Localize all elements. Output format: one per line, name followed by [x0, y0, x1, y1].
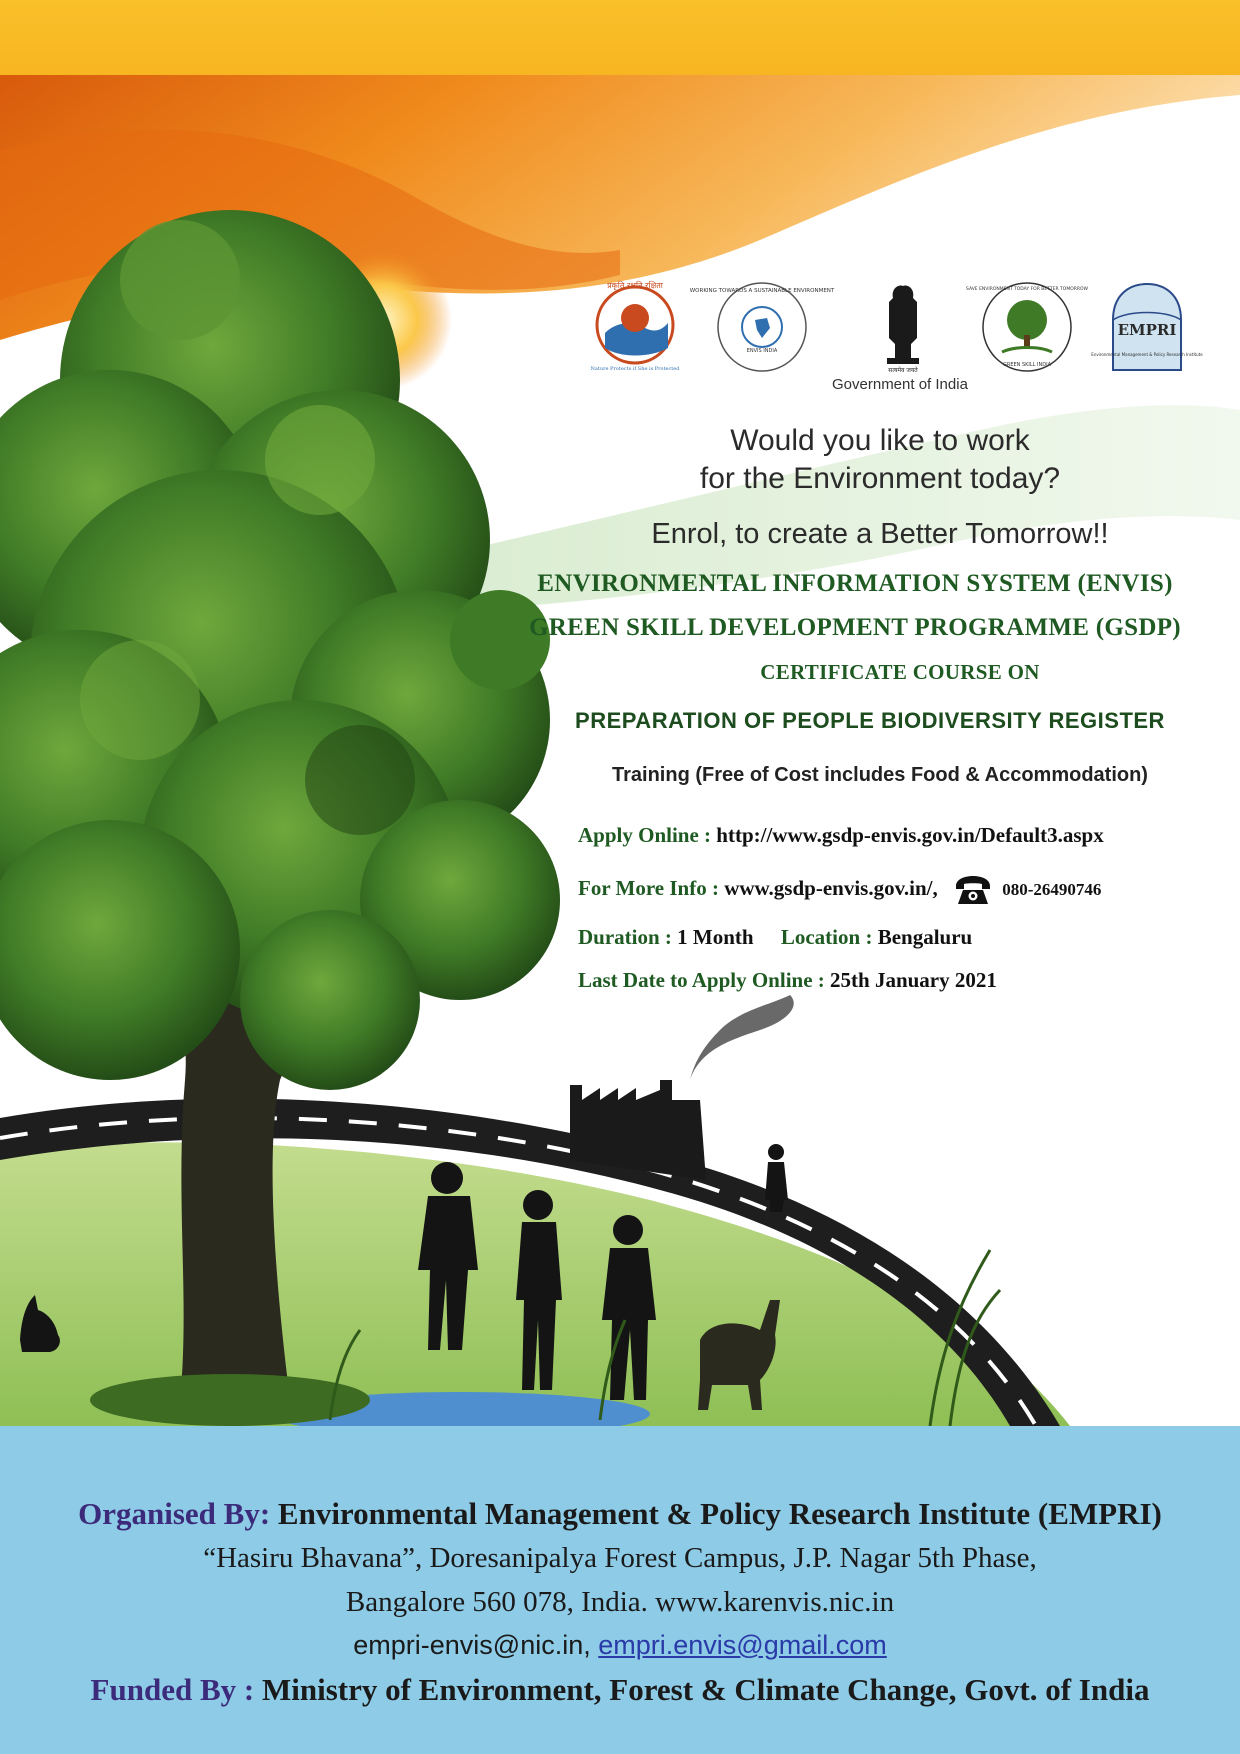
apply-online-link[interactable]: http://www.gsdp-envis.gov.in/Default3.aspx	[716, 823, 1104, 847]
svg-text:ENVIS INDIA: ENVIS INDIA	[746, 348, 778, 354]
svg-text:प्रकृति रक्षति रक्षिता: प्रकृति रक्षति रक्षिता	[607, 281, 663, 290]
location-value: Bengaluru	[877, 925, 973, 949]
more-info-link[interactable]: www.gsdp-envis.gov.in/,	[724, 875, 938, 900]
hero-question-line2: for the Environment today?	[699, 462, 1061, 495]
email-nic[interactable]: empri-envis@nic.in,	[353, 1630, 591, 1660]
location-label: Location :	[780, 925, 873, 949]
programme-gsdp-title: GREEN SKILL DEVELOPMENT PROGRAMME (GSDP)	[529, 614, 1181, 641]
address-line2: Bangalore 560 078, India. www.karenvis.nic.in	[345, 1586, 895, 1618]
svg-text:Nature Protects if She is Prot: Nature Protects if She is Protected	[590, 366, 680, 372]
address-line1: “Hasiru Bhavana”, Doresanipalya Forest Campus, J.P. Nagar 5th Phase,	[203, 1542, 1037, 1574]
hero-tagline: Enrol, to create a Better Tomorrow!!	[651, 518, 1109, 550]
organised-by-line	[0, 1496, 1240, 1532]
email-line	[0, 1630, 1240, 1661]
svg-text:सत्यमेव जयते: सत्यमेव जयते	[888, 367, 918, 374]
apply-online-label: Apply Online :	[578, 823, 712, 847]
duration-value: 1 Month	[677, 925, 754, 949]
email-gmail-link[interactable]: empri.envis@gmail.com	[598, 1630, 887, 1660]
duration-location-row	[578, 925, 972, 950]
last-date-value: 25th January 2021	[830, 968, 997, 992]
government-of-india-emblem	[873, 278, 933, 373]
nature-protects-logo	[590, 278, 680, 373]
more-info-label: For More Info :	[578, 875, 719, 900]
organised-by-label: Organised By:	[78, 1496, 271, 1531]
svg-text:Environmental Management & Pol: Environmental Management & Policy Research Institute	[1091, 352, 1203, 357]
duration-label: Duration :	[578, 925, 672, 949]
course-title: PREPARATION OF PEOPLE BIODIVERSITY REGISTER	[575, 708, 1165, 733]
svg-text:GREEN SKILL INDIA: GREEN SKILL INDIA	[1002, 362, 1052, 368]
funded-by-label: Funded By :	[90, 1672, 255, 1707]
last-date-row	[578, 968, 997, 993]
training-note: Training (Free of Cost includes Food & Accommodation)	[612, 764, 1148, 786]
svg-text:SAVE ENVIRONMENT TODAY FOR BET: SAVE ENVIRONMENT TODAY FOR BETTER TOMORROW	[966, 287, 1088, 292]
empri-logo	[1091, 280, 1203, 375]
funder-name: Ministry of Environment, Forest & Climate Change, Govt. of India	[261, 1672, 1150, 1707]
svg-text:WORKING TOWARDS A SUSTAINABLE: WORKING TOWARDS A SUSTAINABLE ENVIRONMENT	[689, 288, 835, 294]
certificate-course-heading: CERTIFICATE COURSE ON	[760, 660, 1040, 684]
last-date-label: Last Date to Apply Online :	[578, 968, 825, 992]
phone-number[interactable]: 080-26490746	[1002, 879, 1102, 899]
programme-envis-title: ENVIRONMENTAL INFORMATION SYSTEM (ENVIS)	[537, 570, 1173, 597]
organiser-name: Environmental Management & Policy Research Institute (EMPRI)	[277, 1496, 1162, 1531]
svg-text:EMPRI: EMPRI	[1117, 321, 1177, 339]
apply-online-row	[578, 823, 1104, 848]
more-info-row	[578, 874, 1101, 906]
funded-by-line	[0, 1672, 1240, 1708]
envis-sustainable-logo	[689, 280, 835, 375]
telephone-icon	[953, 874, 993, 906]
hero-question-line1: Would you like to work	[730, 424, 1030, 457]
green-skill-india-logo	[966, 280, 1088, 375]
government-of-india-caption: Government of India	[832, 376, 968, 393]
top-yellow-band	[0, 0, 1240, 75]
tree-canopy	[0, 210, 560, 1090]
